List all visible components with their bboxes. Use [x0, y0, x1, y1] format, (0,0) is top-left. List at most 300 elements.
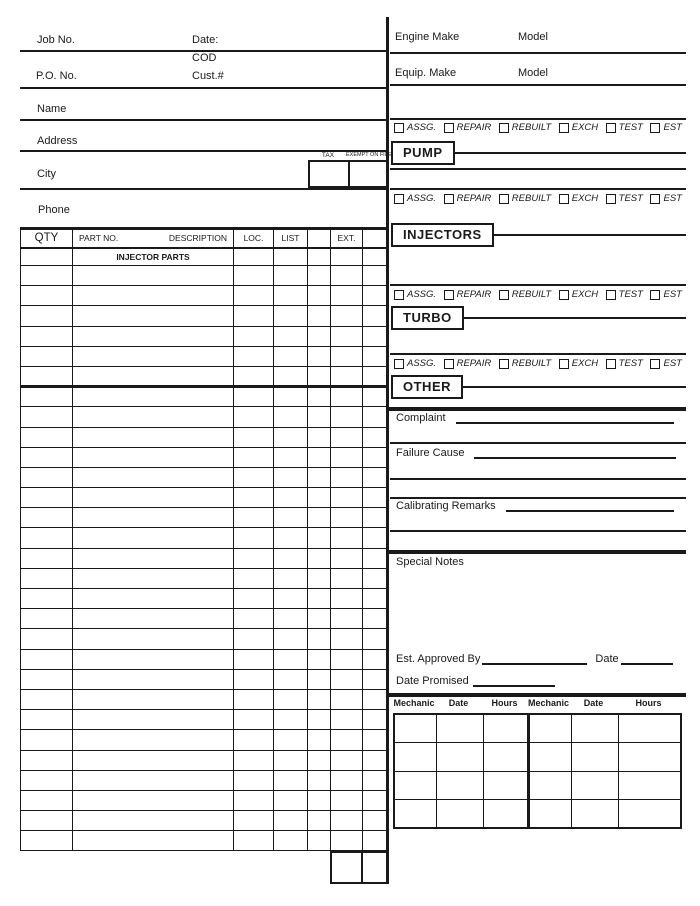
checkbox-exch[interactable]	[559, 194, 569, 204]
parts-cell[interactable]	[234, 528, 274, 548]
parts-cell[interactable]	[73, 407, 234, 427]
date-promised-label: Date Promised	[396, 675, 469, 687]
parts-cell[interactable]	[331, 467, 363, 487]
city-line[interactable]	[20, 188, 388, 190]
date-promised-line[interactable]	[473, 675, 555, 687]
parts-cell[interactable]	[21, 387, 73, 407]
parts-cell[interactable]	[363, 326, 389, 346]
parts-cell[interactable]	[363, 366, 389, 386]
checkbox-test[interactable]	[606, 359, 616, 369]
date-promised-row	[396, 675, 674, 687]
parts-cell[interactable]	[274, 387, 308, 407]
parts-cell[interactable]	[331, 710, 363, 730]
parts-cell[interactable]	[331, 770, 363, 790]
parts-cell[interactable]	[308, 407, 331, 427]
parts-cell[interactable]	[21, 689, 73, 709]
parts-cell[interactable]	[331, 528, 363, 548]
parts-cell[interactable]	[73, 649, 234, 669]
other-write-line[interactable]	[463, 386, 686, 388]
parts-cell[interactable]	[363, 790, 389, 810]
parts-cell[interactable]	[73, 548, 234, 568]
parts-cell[interactable]	[21, 366, 73, 386]
parts-cell[interactable]	[274, 326, 308, 346]
parts-cell[interactable]	[331, 387, 363, 407]
checkbox-repair[interactable]	[444, 359, 454, 369]
parts-cell[interactable]	[73, 790, 234, 810]
parts-cell[interactable]	[331, 508, 363, 528]
status-option	[650, 193, 681, 204]
parts-cell[interactable]	[363, 488, 389, 508]
parts-cell[interactable]	[73, 266, 234, 286]
parts-cell[interactable]	[73, 326, 234, 346]
parts-cell[interactable]	[363, 248, 389, 266]
mechanic-cell[interactable]	[436, 743, 483, 772]
parts-cell[interactable]	[331, 306, 363, 326]
parts-cell[interactable]	[331, 248, 363, 266]
parts-cell[interactable]	[308, 488, 331, 508]
parts-cell[interactable]	[73, 306, 234, 326]
checkbox-assg[interactable]	[394, 123, 404, 133]
parts-cell[interactable]	[308, 286, 331, 306]
parts-cell[interactable]	[21, 609, 73, 629]
parts-cell[interactable]	[308, 467, 331, 487]
parts-cell[interactable]	[274, 649, 308, 669]
parts-cell[interactable]	[274, 548, 308, 568]
parts-cell[interactable]	[274, 790, 308, 810]
parts-cell[interactable]	[331, 750, 363, 770]
parts-cell[interactable]	[308, 427, 331, 447]
checkbox-test[interactable]	[606, 123, 616, 133]
failure-cause-line-2[interactable]	[390, 478, 686, 480]
mechanic-column-header: Hours	[491, 698, 518, 708]
parts-cell[interactable]	[363, 286, 389, 306]
engine-make-line[interactable]	[390, 52, 686, 54]
parts-cell[interactable]	[308, 689, 331, 709]
calibrating-remarks-label: Calibrating Remarks	[396, 500, 496, 512]
parts-cell[interactable]	[21, 770, 73, 790]
parts-cell[interactable]	[363, 447, 389, 467]
parts-cell[interactable]	[331, 609, 363, 629]
checkbox-label: EST	[663, 358, 682, 369]
parts-cell[interactable]	[234, 831, 274, 851]
parts-cell[interactable]	[331, 649, 363, 669]
parts-cell[interactable]	[363, 811, 389, 831]
parts-cell[interactable]	[21, 346, 73, 366]
parts-cell[interactable]	[234, 568, 274, 588]
complaint-line[interactable]	[456, 412, 674, 424]
parts-cell[interactable]	[21, 831, 73, 851]
parts-cell[interactable]	[363, 589, 389, 609]
parts-cell[interactable]	[363, 508, 389, 528]
checkbox-est[interactable]	[650, 123, 660, 133]
checkbox-test[interactable]	[606, 290, 616, 300]
mechanic-cell[interactable]	[571, 771, 618, 800]
parts-cell[interactable]	[274, 366, 308, 386]
parts-cell[interactable]	[234, 467, 274, 487]
parts-cell[interactable]	[234, 790, 274, 810]
mechanic-cell[interactable]	[618, 714, 681, 743]
parts-cell[interactable]	[308, 306, 331, 326]
parts-cell[interactable]	[73, 689, 234, 709]
parts-cell[interactable]	[73, 710, 234, 730]
phone-label: Phone	[38, 204, 70, 216]
parts-cell[interactable]	[331, 326, 363, 346]
parts-cell[interactable]	[73, 730, 234, 750]
parts-cell[interactable]	[21, 508, 73, 528]
parts-cell[interactable]	[21, 730, 73, 750]
parts-cell[interactable]	[331, 427, 363, 447]
parts-cell[interactable]	[73, 366, 234, 386]
parts-cell[interactable]	[234, 609, 274, 629]
checkbox-rebuilt[interactable]	[499, 359, 509, 369]
checkbox-repair[interactable]	[444, 123, 454, 133]
checkbox-assg[interactable]	[394, 359, 404, 369]
parts-cell[interactable]	[234, 508, 274, 528]
parts-cell[interactable]	[73, 609, 234, 629]
parts-cell[interactable]	[308, 508, 331, 528]
parts-cell[interactable]	[308, 710, 331, 730]
parts-cell[interactable]	[274, 447, 308, 467]
status-option	[559, 289, 598, 300]
parts-cell[interactable]	[274, 750, 308, 770]
parts-cell[interactable]	[331, 568, 363, 588]
approval-date-line[interactable]	[621, 653, 673, 665]
parts-total-cell-1[interactable]	[332, 853, 363, 882]
calibrating-remarks-line[interactable]	[506, 500, 674, 512]
checkbox-test[interactable]	[606, 194, 616, 204]
parts-cell[interactable]	[274, 811, 308, 831]
parts-cell[interactable]	[308, 589, 331, 609]
parts-cell[interactable]	[234, 427, 274, 447]
parts-cell[interactable]	[21, 629, 73, 649]
parts-cell[interactable]	[308, 326, 331, 346]
mechanic-cell[interactable]	[571, 800, 618, 829]
pump-extra-line[interactable]	[390, 168, 686, 170]
parts-cell[interactable]	[363, 770, 389, 790]
parts-cell[interactable]	[308, 750, 331, 770]
pump-write-line[interactable]	[455, 152, 686, 154]
parts-cell[interactable]	[331, 366, 363, 386]
mechanic-cell[interactable]	[571, 743, 618, 772]
mechanic-cell[interactable]	[483, 714, 528, 743]
parts-cell[interactable]	[331, 689, 363, 709]
mechanic-cell[interactable]	[618, 800, 681, 829]
parts-cell[interactable]	[308, 730, 331, 750]
parts-cell[interactable]	[21, 488, 73, 508]
parts-cell[interactable]	[331, 589, 363, 609]
name-label: Name	[37, 103, 67, 115]
parts-cell[interactable]	[274, 488, 308, 508]
mechanic-cell[interactable]	[528, 771, 571, 800]
parts-cell[interactable]	[274, 528, 308, 548]
parts-cell[interactable]	[308, 366, 331, 386]
checkbox-est[interactable]	[650, 359, 660, 369]
parts-cell[interactable]	[363, 609, 389, 629]
parts-cell[interactable]	[274, 266, 308, 286]
parts-cell[interactable]	[274, 248, 308, 266]
parts-cell[interactable]	[234, 689, 274, 709]
parts-cell[interactable]	[73, 589, 234, 609]
parts-cell[interactable]	[331, 266, 363, 286]
checkbox-repair[interactable]	[444, 194, 454, 204]
checkbox-rebuilt[interactable]	[499, 123, 509, 133]
parts-cell[interactable]	[73, 346, 234, 366]
parts-cell[interactable]	[21, 306, 73, 326]
parts-cell[interactable]	[331, 488, 363, 508]
parts-cell[interactable]	[21, 326, 73, 346]
parts-cell[interactable]	[234, 710, 274, 730]
parts-cell[interactable]	[234, 248, 274, 266]
checkbox-label: EXCH	[571, 122, 599, 133]
parts-cell[interactable]	[21, 568, 73, 588]
parts-cell[interactable]	[73, 447, 234, 467]
parts-cell[interactable]	[274, 346, 308, 366]
parts-cell[interactable]	[363, 467, 389, 487]
parts-header-cell: QTY	[21, 229, 73, 248]
parts-cell[interactable]	[274, 730, 308, 750]
parts-cell[interactable]	[274, 609, 308, 629]
parts-cell[interactable]	[331, 407, 363, 427]
mechanic-cell[interactable]	[483, 771, 528, 800]
parts-cell[interactable]	[234, 649, 274, 669]
mechanic-cell[interactable]	[436, 800, 483, 829]
parts-cell[interactable]	[274, 831, 308, 851]
parts-cell[interactable]	[21, 467, 73, 487]
parts-cell[interactable]	[363, 629, 389, 649]
parts-cell[interactable]	[274, 669, 308, 689]
checkbox-assg[interactable]	[394, 290, 404, 300]
parts-cell[interactable]	[234, 366, 274, 386]
parts-cell[interactable]	[21, 589, 73, 609]
calibrating-remarks-row	[396, 500, 674, 512]
mechanic-cell[interactable]	[394, 800, 436, 829]
parts-cell[interactable]	[308, 548, 331, 568]
parts-cell[interactable]	[234, 447, 274, 467]
mechanic-cell[interactable]	[436, 714, 483, 743]
parts-cell[interactable]	[363, 528, 389, 548]
parts-cell[interactable]	[234, 346, 274, 366]
parts-cell[interactable]	[234, 811, 274, 831]
parts-cell[interactable]	[308, 266, 331, 286]
parts-cell[interactable]	[73, 508, 234, 528]
parts-cell[interactable]	[363, 548, 389, 568]
parts-cell[interactable]	[21, 266, 73, 286]
parts-cell[interactable]	[363, 710, 389, 730]
parts-cell[interactable]	[274, 508, 308, 528]
mechanic-table-header	[393, 698, 680, 708]
parts-cell[interactable]	[274, 467, 308, 487]
parts-cell[interactable]	[363, 730, 389, 750]
parts-cell[interactable]	[21, 710, 73, 730]
parts-cell[interactable]	[21, 427, 73, 447]
parts-cell[interactable]	[21, 649, 73, 669]
parts-cell[interactable]	[308, 447, 331, 467]
est-approved-by-line[interactable]	[482, 653, 587, 665]
parts-cell[interactable]	[363, 387, 389, 407]
parts-cell[interactable]	[73, 427, 234, 447]
parts-cell[interactable]	[73, 831, 234, 851]
turbo-section-label: TURBO	[391, 306, 464, 330]
mechanic-cell[interactable]	[618, 771, 681, 800]
equip-make-line[interactable]	[390, 84, 686, 86]
checkbox-repair[interactable]	[444, 290, 454, 300]
turbo-write-line[interactable]	[464, 317, 686, 319]
parts-cell[interactable]	[21, 407, 73, 427]
checkbox-exch[interactable]	[559, 123, 569, 133]
parts-cell[interactable]	[21, 790, 73, 810]
parts-cell[interactable]	[73, 488, 234, 508]
checkbox-assg[interactable]	[394, 194, 404, 204]
parts-cell[interactable]	[363, 407, 389, 427]
parts-cell[interactable]	[234, 548, 274, 568]
parts-cell[interactable]	[234, 286, 274, 306]
parts-cell[interactable]	[363, 750, 389, 770]
parts-cell[interactable]	[274, 306, 308, 326]
parts-cell[interactable]	[363, 831, 389, 851]
parts-cell[interactable]	[331, 447, 363, 467]
parts-cell[interactable]	[363, 669, 389, 689]
parts-cell[interactable]	[234, 730, 274, 750]
parts-cell[interactable]	[274, 568, 308, 588]
parts-cell[interactable]	[308, 770, 331, 790]
parts-cell[interactable]	[234, 306, 274, 326]
checkbox-rebuilt[interactable]	[499, 290, 509, 300]
parts-cell[interactable]	[234, 407, 274, 427]
checkbox-est[interactable]	[650, 290, 660, 300]
parts-cell[interactable]	[234, 266, 274, 286]
parts-cell[interactable]	[308, 387, 331, 407]
parts-cell[interactable]	[363, 306, 389, 326]
parts-cell[interactable]	[331, 669, 363, 689]
checkbox-rebuilt[interactable]	[499, 194, 509, 204]
mechanic-cell[interactable]	[436, 771, 483, 800]
checkbox-exch[interactable]	[559, 290, 569, 300]
injectors-write-line[interactable]	[494, 234, 686, 236]
parts-cell[interactable]	[234, 770, 274, 790]
parts-cell[interactable]	[363, 346, 389, 366]
checkbox-est[interactable]	[650, 194, 660, 204]
parts-cell[interactable]	[73, 467, 234, 487]
parts-cell[interactable]	[73, 387, 234, 407]
parts-cell[interactable]	[363, 649, 389, 669]
failure-cause-line[interactable]	[474, 447, 676, 459]
mechanic-cell[interactable]	[394, 743, 436, 772]
parts-cell[interactable]	[274, 427, 308, 447]
mechanic-cell[interactable]	[618, 743, 681, 772]
parts-cell[interactable]	[308, 831, 331, 851]
po-no-line[interactable]	[20, 87, 388, 89]
parts-cell[interactable]	[363, 266, 389, 286]
parts-cell[interactable]	[234, 488, 274, 508]
parts-cell[interactable]	[308, 811, 331, 831]
parts-cell[interactable]	[308, 528, 331, 548]
parts-cell[interactable]	[331, 811, 363, 831]
parts-cell[interactable]	[274, 407, 308, 427]
parts-cell[interactable]	[331, 286, 363, 306]
checkbox-exch[interactable]	[559, 359, 569, 369]
parts-cell[interactable]	[308, 568, 331, 588]
parts-cell[interactable]	[21, 248, 73, 266]
parts-cell[interactable]	[363, 689, 389, 709]
parts-cell[interactable]	[21, 548, 73, 568]
parts-cell[interactable]	[21, 811, 73, 831]
parts-cell[interactable]	[331, 629, 363, 649]
mechanic-cell[interactable]	[528, 800, 571, 829]
parts-cell[interactable]	[21, 669, 73, 689]
mechanic-cell[interactable]	[394, 714, 436, 743]
parts-cell[interactable]	[21, 750, 73, 770]
parts-cell[interactable]	[21, 286, 73, 306]
parts-cell[interactable]	[234, 669, 274, 689]
checkbox-label: EST	[663, 122, 682, 133]
parts-cell[interactable]	[331, 730, 363, 750]
parts-cell[interactable]	[234, 326, 274, 346]
parts-cell[interactable]	[234, 629, 274, 649]
parts-cell[interactable]	[73, 770, 234, 790]
parts-cell[interactable]	[234, 589, 274, 609]
parts-cell[interactable]	[73, 286, 234, 306]
parts-cell[interactable]	[331, 831, 363, 851]
parts-cell[interactable]	[274, 286, 308, 306]
calibrating-bottom-line[interactable]	[390, 530, 686, 532]
parts-cell[interactable]	[308, 346, 331, 366]
parts-cell[interactable]	[73, 629, 234, 649]
parts-cell[interactable]	[73, 811, 234, 831]
parts-cell[interactable]	[274, 770, 308, 790]
failure-cause-label: Failure Cause	[396, 447, 465, 459]
parts-cell[interactable]	[73, 750, 234, 770]
checkbox-label: EXCH	[571, 193, 599, 204]
parts-cell[interactable]	[308, 669, 331, 689]
parts-cell[interactable]	[331, 548, 363, 568]
parts-cell[interactable]	[308, 790, 331, 810]
parts-cell[interactable]	[308, 649, 331, 669]
mechanic-cell[interactable]	[571, 714, 618, 743]
mechanic-cell[interactable]	[528, 743, 571, 772]
name-line[interactable]	[20, 119, 388, 121]
mechanic-cell[interactable]	[528, 714, 571, 743]
complaint-line-2[interactable]	[390, 442, 686, 444]
parts-total-cell-2[interactable]	[363, 853, 386, 882]
parts-cell[interactable]	[274, 689, 308, 709]
parts-cell[interactable]	[73, 669, 234, 689]
parts-cell[interactable]	[363, 427, 389, 447]
parts-cell[interactable]	[331, 346, 363, 366]
exempt-cell[interactable]	[350, 162, 386, 186]
mechanic-column-header: Date	[583, 698, 604, 708]
parts-cell[interactable]	[308, 609, 331, 629]
mechanic-cell[interactable]	[483, 800, 528, 829]
mechanic-cell[interactable]	[483, 743, 528, 772]
parts-cell[interactable]	[234, 387, 274, 407]
calibrating-top-line[interactable]	[390, 497, 686, 499]
parts-cell[interactable]	[308, 629, 331, 649]
parts-cell[interactable]	[363, 568, 389, 588]
parts-cell[interactable]	[21, 528, 73, 548]
parts-cell[interactable]	[274, 710, 308, 730]
parts-cell[interactable]	[308, 248, 331, 266]
parts-cell[interactable]	[331, 790, 363, 810]
parts-cell[interactable]	[274, 589, 308, 609]
tax-cell[interactable]	[310, 162, 350, 186]
parts-cell[interactable]	[274, 629, 308, 649]
parts-cell[interactable]	[21, 447, 73, 467]
parts-cell[interactable]	[73, 568, 234, 588]
parts-cell[interactable]	[73, 528, 234, 548]
checkbox-label: ASSG.	[407, 122, 437, 133]
mechanic-cell[interactable]	[394, 771, 436, 800]
parts-cell[interactable]	[234, 750, 274, 770]
